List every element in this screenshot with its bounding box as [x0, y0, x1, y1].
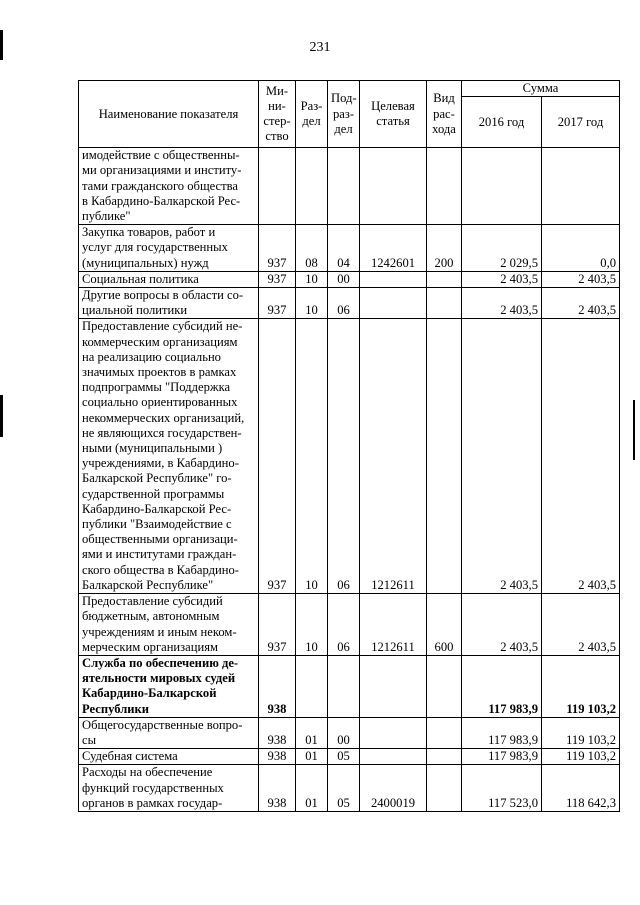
- row-sum-2016: 2 403,5: [462, 271, 542, 287]
- row-sum-2017: 2 403,5: [542, 594, 620, 656]
- row-ministry: [259, 148, 296, 225]
- row-expense-type: [427, 148, 462, 225]
- table-row: [79, 319, 620, 594]
- header-expense-type: Вид рас- хода: [427, 81, 462, 148]
- row-ministry: 938: [259, 655, 296, 717]
- table-row: [79, 594, 620, 656]
- row-sum-2016: 2 403,5: [462, 594, 542, 656]
- header-year-2016: 2016 год: [462, 97, 542, 148]
- table-body: [79, 148, 620, 812]
- row-ministry: 937: [259, 225, 296, 272]
- row-section: 10: [296, 594, 328, 656]
- row-expense-type: [427, 765, 462, 812]
- row-subsection: [328, 655, 360, 717]
- row-target-item: 1212611: [360, 319, 427, 594]
- row-name: Закупка товаров, работ и услуг для государственных (муниципальных) нужд: [79, 225, 259, 272]
- row-ministry: 938: [259, 749, 296, 765]
- row-sum-2016: 117 983,9: [462, 749, 542, 765]
- row-target-item: [360, 271, 427, 287]
- row-sum-2017: 119 103,2: [542, 717, 620, 748]
- header-year-2017: 2017 год: [542, 97, 620, 148]
- row-sum-2017: 2 403,5: [542, 288, 620, 319]
- header-name: Наименование показателя: [79, 81, 259, 148]
- row-sum-2017: 2 403,5: [542, 271, 620, 287]
- row-subsection: 05: [328, 749, 360, 765]
- row-sum-2016: 2 403,5: [462, 319, 542, 594]
- header-section: Раз- дел: [296, 81, 328, 148]
- header-target-item: Целевая статья: [360, 81, 427, 148]
- row-section: 10: [296, 319, 328, 594]
- row-name: Служба по обеспечению де- ятельности мировых судей Кабардино-Балкарской Республики: [79, 655, 259, 717]
- header-ministry: Ми- ни- стер- ство: [259, 81, 296, 148]
- row-section: 01: [296, 749, 328, 765]
- row-subsection: 06: [328, 319, 360, 594]
- row-name: Другие вопросы в области со- циальной политики: [79, 288, 259, 319]
- header-subsection: Под- раз- дел: [328, 81, 360, 148]
- scan-edge-mark: [0, 395, 3, 437]
- row-sum-2016: 117 983,9: [462, 655, 542, 717]
- row-name: имодействие с общественны- ми организациями и институ- тами гражданского общества в Кабардино-Балкарской Рес- публике": [79, 148, 259, 225]
- row-ministry: 937: [259, 288, 296, 319]
- row-name: Общегосударственные вопро- сы: [79, 717, 259, 748]
- row-subsection: 06: [328, 594, 360, 656]
- table-row: [79, 288, 620, 319]
- scan-edge-mark: [0, 30, 3, 60]
- row-section: [296, 655, 328, 717]
- table-row: [79, 271, 620, 287]
- row-name: Предоставление субсидий не- коммерческим организациям на реализацию социально значимых проектов в рамках подпрограммы "Поддержка социально ориентированных некоммерческих организаций, не являющихся государствен- ными (муниципальными ) учреждениями, в Кабардино- Балкарской Республике" го- сударственной программы Кабардино-Балкарской Рес- публики "Взаимодействие с общественными организаци- ями и институтами граждан- ского общества в Кабардино- Балкарской Республике": [79, 319, 259, 594]
- row-section: 01: [296, 717, 328, 748]
- row-target-item: 1242601: [360, 225, 427, 272]
- row-section: 10: [296, 271, 328, 287]
- row-name: Судебная система: [79, 749, 259, 765]
- row-subsection: 05: [328, 765, 360, 812]
- row-ministry: 937: [259, 271, 296, 287]
- row-expense-type: [427, 655, 462, 717]
- row-name: Предоставление субсидий бюджетным, автономным учреждениям и иным неком- мерческим организациям: [79, 594, 259, 656]
- row-sum-2017: 118 642,3: [542, 765, 620, 812]
- row-sum-2016: [462, 148, 542, 225]
- row-name: Социальная политика: [79, 271, 259, 287]
- row-section: 10: [296, 288, 328, 319]
- table-row: [79, 749, 620, 765]
- row-ministry: 937: [259, 594, 296, 656]
- row-sum-2017: 119 103,2: [542, 749, 620, 765]
- row-target-item: [360, 749, 427, 765]
- table-row: [79, 148, 620, 225]
- scan-edge-mark: [633, 400, 635, 460]
- row-sum-2017: 119 103,2: [542, 655, 620, 717]
- row-subsection: 00: [328, 717, 360, 748]
- header-sum: Сумма: [462, 81, 620, 97]
- table-row: [79, 225, 620, 272]
- row-sum-2017: [542, 148, 620, 225]
- row-subsection: [328, 148, 360, 225]
- row-target-item: [360, 288, 427, 319]
- row-sum-2016: 2 029,5: [462, 225, 542, 272]
- row-expense-type: [427, 288, 462, 319]
- row-subsection: 04: [328, 225, 360, 272]
- row-section: 08: [296, 225, 328, 272]
- row-section: [296, 148, 328, 225]
- table-row: [79, 765, 620, 812]
- row-name: Расходы на обеспечение функций государственных органов в рамках государ-: [79, 765, 259, 812]
- row-section: 01: [296, 765, 328, 812]
- page-number: 231: [309, 40, 331, 55]
- row-ministry: 938: [259, 765, 296, 812]
- row-expense-type: [427, 271, 462, 287]
- row-target-item: 2400019: [360, 765, 427, 812]
- row-expense-type: 200: [427, 225, 462, 272]
- row-expense-type: [427, 749, 462, 765]
- row-target-item: 1212611: [360, 594, 427, 656]
- row-sum-2017: 0,0: [542, 225, 620, 272]
- row-ministry: 938: [259, 717, 296, 748]
- row-sum-2016: 117 523,0: [462, 765, 542, 812]
- row-target-item: [360, 148, 427, 225]
- budget-table: [78, 80, 620, 812]
- row-sum-2017: 2 403,5: [542, 319, 620, 594]
- table-header: [79, 81, 620, 148]
- row-ministry: 937: [259, 319, 296, 594]
- row-expense-type: [427, 319, 462, 594]
- row-expense-type: [427, 717, 462, 748]
- row-subsection: 00: [328, 271, 360, 287]
- row-target-item: [360, 655, 427, 717]
- table-row: [79, 655, 620, 717]
- row-target-item: [360, 717, 427, 748]
- row-expense-type: 600: [427, 594, 462, 656]
- table-row: [79, 717, 620, 748]
- row-sum-2016: 117 983,9: [462, 717, 542, 748]
- row-subsection: 06: [328, 288, 360, 319]
- row-sum-2016: 2 403,5: [462, 288, 542, 319]
